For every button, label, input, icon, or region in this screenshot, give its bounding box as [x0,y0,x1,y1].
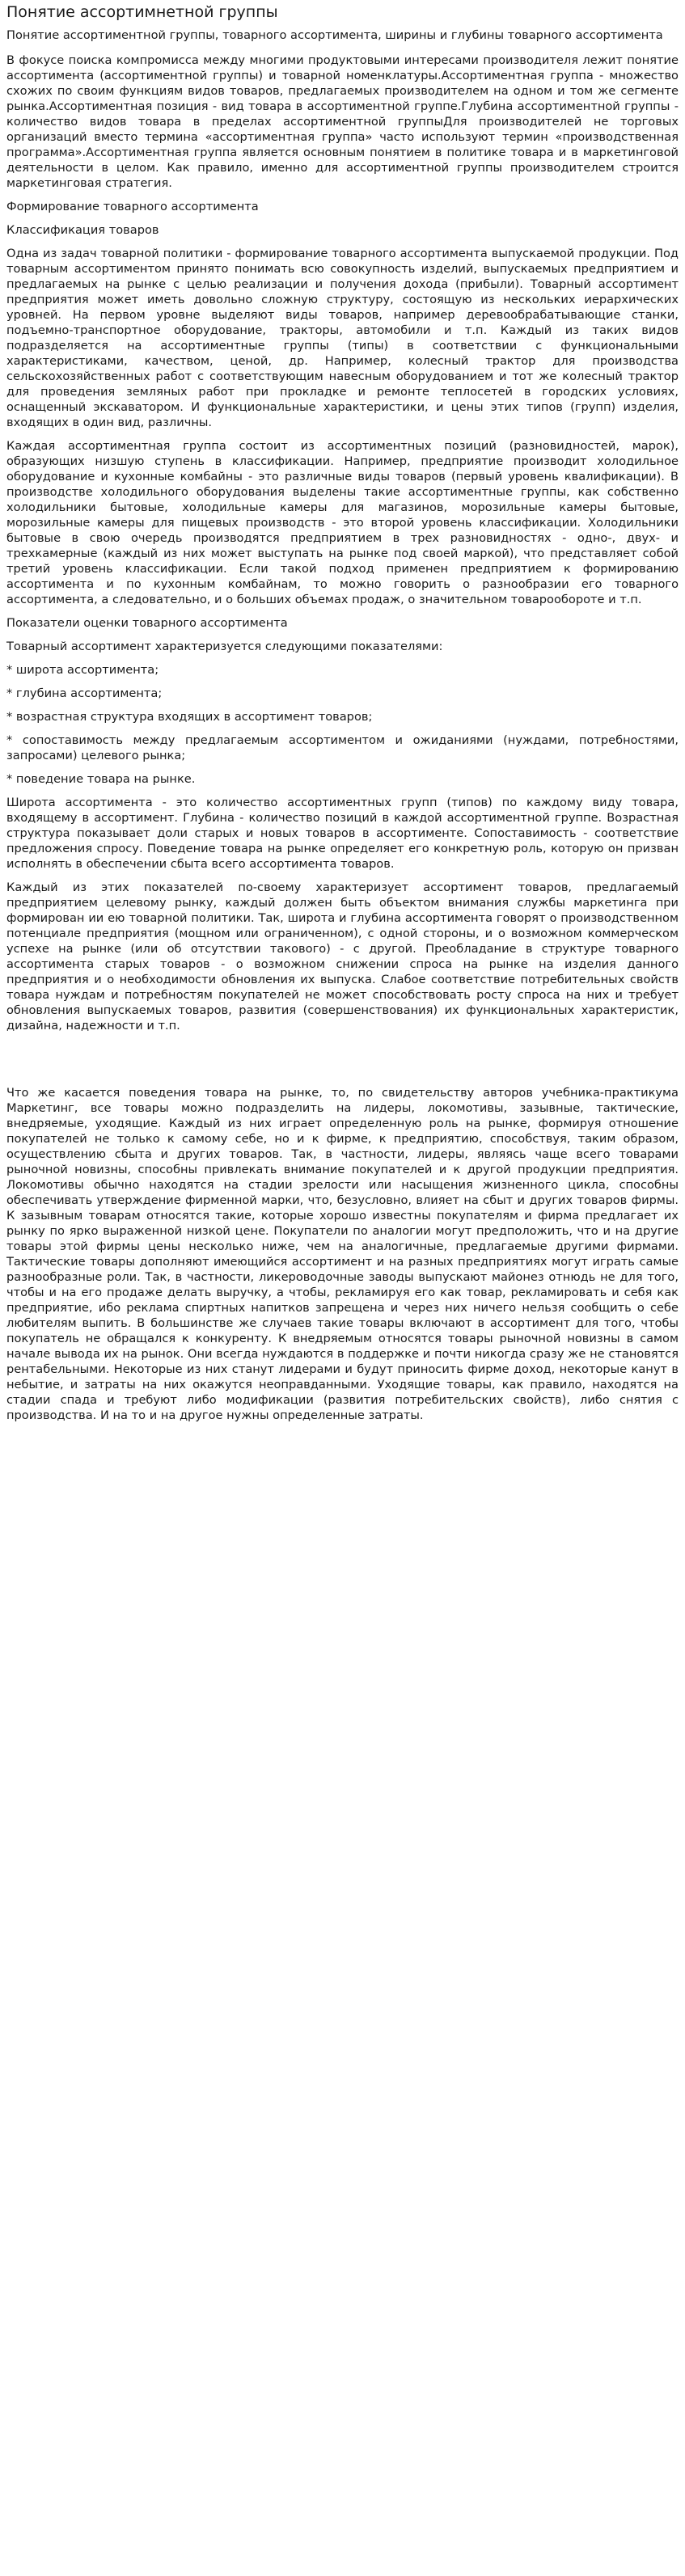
heading-classification: Классификация товаров [6,223,159,237]
heading-indicators: Показатели оценки товарного ассортимента [6,616,288,630]
page-title: Понятие ассортимнетной группы [6,3,278,21]
paragraph-market-behavior: Что же касается поведения товара на рынке, то, по свидетельству авторов учебника-практикума Маркетинг, все товары можно подразделить на лидеры, локомотивы, зазывные, тактические, внедряемые, уходящие. Каждый из них играет определенную роль на рынке, формируя отношение покупателей не только к самому себе, но и к фирме, к предприятию, способствуя, таким образом, осуществлению сбыта и других товаров. Так, в частности, лидеры, являясь чаще всего товарами рыночной новизны, способны привлекать внимание покупателей и к другой продукции предприятия. Локомотивы обычно находятся на стадии зрелости или насыщения жизненного цикла, способны обеспечивать утверждение фирменной марки, что, безусловно, влияет на сбыт и других товаров фирмы. К зазывным товарам относятся такие, которые хорошо известны покупателям и фирма предлагает их рынку по ярко выраженной низкой цене. Покупатели по аналогии могут предположить, что и на другие товары этой фирмы цены несколько ниже, чем на аналогичные, предлагаемые другими фирмами. Тактические товары дополняют имеющийся ассортимент и на разных предприятиях могут играть самые разнообразные роли. Так, в частности, ликероводочные заводы выпускают майонез отнюдь не для того, чтобы и на его продаже делать выручку, а чтобы, рекламируя его как товар, рекламировать и себя как предприятие, ибо реклама спиртных напитков запрещена и через них ничего нельзя сообщить о себе любителям выпить. В большинстве же случаев такие товары включают в ассортимент для того, чтобы покупатель не обращался к конкуренту. К внедряемым относятся товары рыночной новизны в самом начале вывода их на рынок. Они всегда нуждаются в поддержке и почти никогда сразу же не становятся рентабельными. Некоторые из них станут лидерами и будут приносить фирме доход, некоторые канут в небытие, и затраты на них окажутся неоправданными. Уходящие товары, как правило, находятся на стадии спада и требуют либо модификации (развития потребительских свойств), либо снятия с производства. И на то и на другое нужны определенные затраты. [6,1086,679,1422]
list-item: * поведение товара на рынке. [6,772,196,786]
list-item: * глубина ассортимента; [6,686,163,700]
list-item: * сопоставимость между предлагаемым ассортиментом и ожиданиями (нуждами, потребностями, запросами) целевого рынка; [6,733,679,762]
subtitle: Понятие ассортиментной группы, товарного ассортимента, ширины и глубины товарного ассортимента [6,28,663,42]
list-item: * возрастная структура входящих в ассортимент товаров; [6,710,373,724]
paragraph-assortment-group: Каждая ассортиментная группа состоит из ассортиментных позиций (разновидностей, марок), образующих низшую ступень в классификации. Например, предприятие производит холодильное оборудование и кухонные комбайны - это различные виды товаров (первый уровень квалификации). В производстве холодильного оборудования выделены такие ассортиментные группы, как собственно холодильники бытовые, холодильные камеры для магазинов, морозильные камеры бытовые, морозильные камеры для пищевых производств - это второй уровень классификации. Холодильники бытовые в свою очередь производятся предприятием в трех разновидностях - одно-, двух- и трехкамерные (каждый из них может выступать на рынке под своей маркой), что представляет собой третий уровень классификации. Если такой подход применен предприятием к формированию ассортимента и по кухонным комбайнам, то можно говорить о разнообразии его товарного ассортимента, а следовательно, и о больших объемах продаж, о значительном товарообороте и т.п. [6,439,679,606]
paragraph-classification: Одна из задач товарной политики - формирование товарного ассортимента выпускаемой продукции. Под товарным ассортиментом принято понимать всю совокупность изделий, выпускаемых предприятием и предлагаемых на рынке с целью реализации и получения дохода (прибыли). Товарный ассортимент предприятия может иметь довольно сложную структуру, состоящую из нескольких иерархических уровней. На первом уровне выделяют виды товаров, например деревообрабатывающие станки, подъемно-транспортное оборудование, тракторы, автомобили и т.п. Каждый из таких видов подразделяется на ассортиментные группы (типы) в соответствии с функциональными характеристиками, качеством, ценой, др. Например, колесный трактор для производства сельскохозяйственных работ с соответствующим навесным оборудованием и тот же колесный трактор для проведения земляных работ при прокладке и ремонте теплосетей в городских условиях, оснащенный экскаватором. И функциональные характеристики, и цены этих типов (групп) изделия, входящих в один вид, различны. [6,247,679,429]
paragraph-intro: В фокусе поиска компромисса между многими продуктовыми интересами производителя лежит понятие ассортимента (ассортиментной группы) и товарной номенклатуры.Ассортиментная группа - множество схожих по своим функциям видов товаров, предлагаемых производителем на одном и том же сегменте рынка.Ассортиментная позиция - вид товара в ассортиментной группе.Глубина ассортиментной группы - количество видов товара в пределах ассортиментной группыДля производителей не торговых организаций вместо термина «ассортиментная группа» часто используют термин «производственная программа».Ассортиментная группа является основным понятием в политике товара и в маркетинговой деятельности в целом. Как правило, именно для ассортиментной группы производителем строится маркетинговая стратегия. [6,53,679,190]
blank-gap [6,1041,679,1085]
paragraph-indicators-intro: Товарный ассортимент характеризуется следующими показателями: [6,640,443,653]
heading-formation: Формирование товарного ассортимента [6,200,259,213]
paragraph-each-indicator: Каждый из этих показателей по-своему характеризует ассортимент товаров, предлагаемый предприятием целевому рынку, каждый должен быть объектом внимания службы маркетинга при формирован ии ею товарной политики. Так, широта и глубина ассортимента говорят о производственном потенциале предприятия (мощном или ограниченном), с одной стороны, и о возможном коммерческом успехе на рынке (или об отсутствии такового) - с другой. Преобладание в структуре товарного ассортимента старых товаров - о возможном снижении спроса на рынке на изделия данного предприятия и о необходимости обновления их выпуска. Слабое соответствие потребительных свойств товара нуждам и потребностям покупателей не может способствовать росту спроса на них и требует обновления выпускаемых товаров, развития (совершенствования) их функциональных характеристик, дизайна, надежности и т.п. [6,880,679,1033]
paragraph-width-depth: Широта ассортимента - это количество ассортиментных групп (типов) по каждому виду товара, входящему в ассортимент. Глубина - количество позиций в каждой ассортиментной группе. Возрастная структура показывает доли старых и новых товаров в ассортименте. Сопоставимость - соответствие предложения спросу. Поведение товара на рынке определяет его конкретную роль, которую он призван исполнять в обеспечении сбыта всего ассортимента товаров. [6,796,679,871]
list-item: * широта ассортимента; [6,663,159,677]
